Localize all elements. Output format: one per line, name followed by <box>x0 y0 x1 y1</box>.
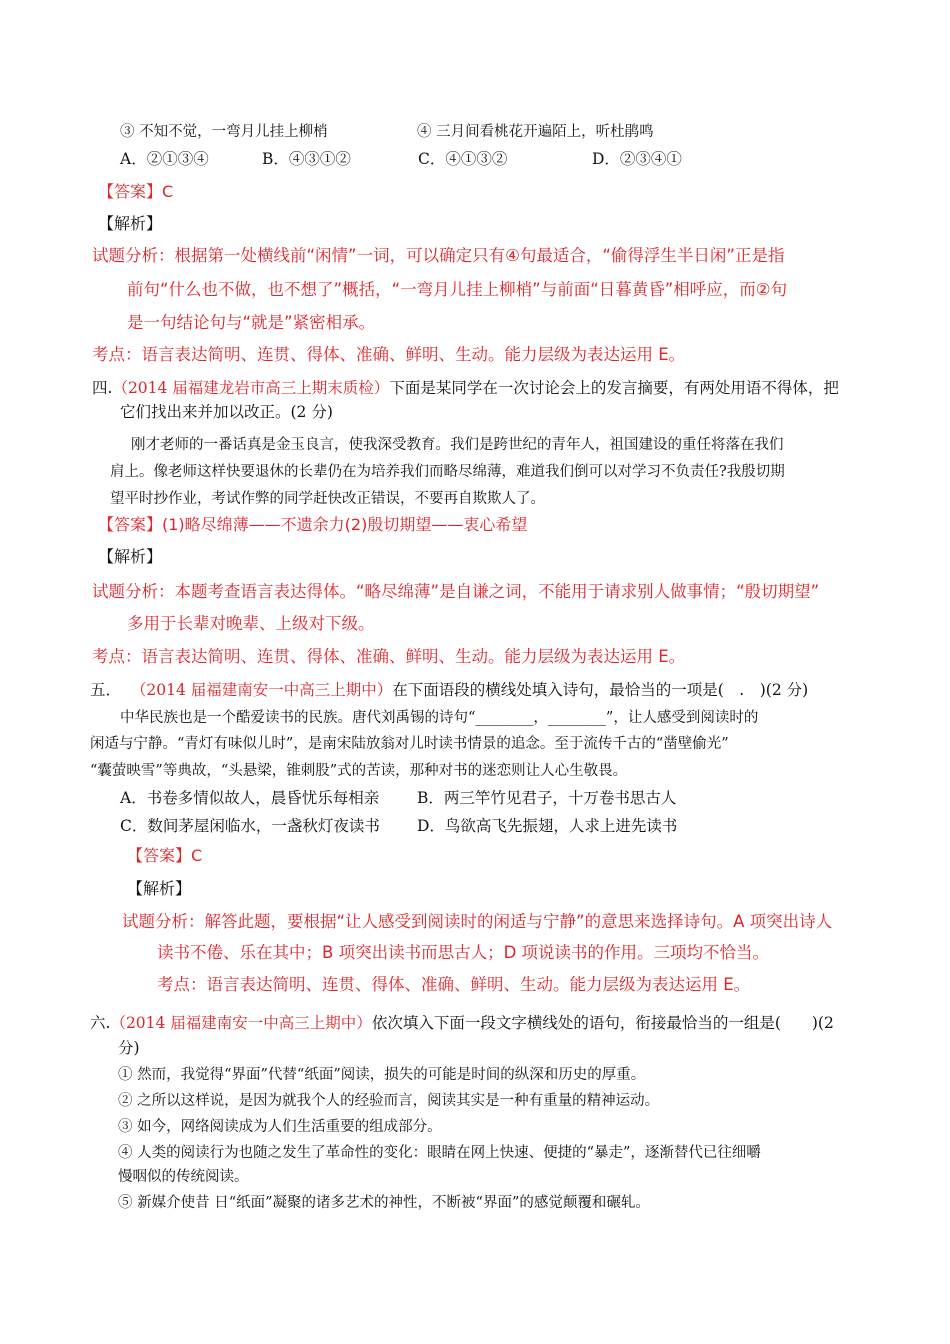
question-number: 五． <box>90 681 122 699</box>
list-item: ④ 人类的阅读行为也随之发生了革命性的变化：眼睛在网上快速、便捷的“暴走”，逐渐替代已往细嚼 <box>118 1145 761 1161</box>
answer-label: 【答案】C <box>127 846 203 865</box>
question-6-stem <box>90 1012 834 1034</box>
list-item: 慢咽似的传统阅读。 <box>118 1169 249 1185</box>
choice-a: A．书卷多情似故人，晨昏忧乐每相亲 <box>120 789 380 807</box>
choice-d: D．②③④① <box>592 150 682 168</box>
analysis-text: 试题分析：解答此题，要根据“让人感受到阅读时的闲适与宁静”的意思来选择诗句。A 项突出诗人 <box>122 912 833 931</box>
question-source: （2014 届福建南安一中高三上期中） <box>110 1014 372 1032</box>
choice-c: C．④①③② <box>418 150 508 168</box>
list-item: ② 之所以这样说，是因为就我个人的经验而言，阅读其实是一种有重量的精神运动。 <box>118 1093 660 1109</box>
question-text: 依次填入下面一段文字横线处的语句，衔接最恰当的一组是( )(2 <box>371 1014 834 1032</box>
option-item-3: ③ 不知不觉，一弯月儿挂上柳梢 <box>120 124 328 140</box>
analysis-text: 是一句结论句与“就是”紧密相承。 <box>127 313 376 332</box>
passage-line: 刚才老师的一番话真是金玉良言，使我深受教育。我们是跨世纪的青年人，祖国建设的重任将落在我们 <box>131 437 784 453</box>
question-text: 它们找出来并加以改正。(2 分) <box>120 403 333 421</box>
choice-b: B．④③①② <box>262 150 351 168</box>
choice-d: D．鸟欲高飞先振翅，人求上进先读书 <box>417 817 678 835</box>
analysis-text: 多用于长辈对晚辈、上级对下级。 <box>127 614 375 633</box>
passage-line: 中华民族也是一个酷爱读书的民族。唐代刘禹锡的诗句“________，________”，让人感受到阅读时的 <box>120 710 759 726</box>
list-item: ⑤ 新媒介使昔 日“纸面”凝聚的诸多艺术的神性，不断被“界面”的感觉颠覆和碾轧。 <box>118 1195 650 1211</box>
list-item: ① 然而，我觉得“界面”代替“纸面”阅读，损失的可能是时间的纵深和历史的厚重。 <box>118 1067 646 1083</box>
passage-line: 望平时抄作业，考试作弊的同学赶快改正错误，不要再自欺欺人了。 <box>110 491 545 507</box>
question-text: 下面是某同学在一次讨论会上的发言摘要，有两处用语不得体，把 <box>389 379 839 397</box>
question-text: 分) <box>118 1039 140 1057</box>
analysis-label: 【解析】 <box>127 879 192 898</box>
question-number: 六. <box>90 1014 111 1032</box>
kaodian-text: 考点：语言表达简明、连贯、得体、准确、鲜明、生动。能力层级为表达运用 E。 <box>92 647 686 666</box>
kaodian-text: 考点：语言表达简明、连贯、得体、准确、鲜明、生动。能力层级为表达运用 E。 <box>157 975 751 994</box>
answer-label: 【答案】(1)略尽绵薄——不遗余力(2)殷切期望——衷心希望 <box>98 515 528 534</box>
question-text: 在下面语段的横线处填入诗句，最恰当的一项是( . )(2 分) <box>392 681 809 699</box>
choice-a: A．②①③④ <box>120 150 209 168</box>
passage-line: 闲适与宁静。“青灯有味似儿时”，是南宋陆放翁对儿时读书情景的追念。至于流传千古的“凿壁偷光” <box>90 736 729 752</box>
analysis-text: 读书不倦、乐在其中；B 项突出读书而思古人；D 项说读书的作用。三项均不恰当。 <box>157 943 770 962</box>
choice-b: B．两三竿竹见君子，十万卷书思古人 <box>417 789 677 807</box>
question-source: （2014 届福建南安一中高三上期中） <box>130 681 393 699</box>
question-number: 四. <box>92 379 113 397</box>
question-5-stem <box>90 679 808 701</box>
analysis-text: 前句“什么也不做，也不想了”概括，“一弯月儿挂上柳梢”与前面“日暮黄昏”相呼应，而②句 <box>127 280 788 299</box>
analysis-label: 【解析】 <box>98 547 163 566</box>
kaodian-text: 考点：语言表达简明、连贯、得体、准确、鲜明、生动。能力层级为表达运用 E。 <box>92 345 686 364</box>
passage-line: “囊萤映雪”等典故，“头悬梁，锥刺股”式的苦读，那种对书的迷恋则让人心生敬畏。 <box>90 763 628 779</box>
choice-c: C．数间茅屋闲临水，一盏秋灯夜读书 <box>120 817 380 835</box>
analysis-text: 试题分析：本题考查语言表达得体。“略尽绵薄”是自谦之词，不能用于请求别人做事情；“殷切期望” <box>92 582 820 601</box>
question-4-stem <box>92 377 839 399</box>
question-source: （2014 届福建龙岩市高三上期末质检） <box>112 379 390 397</box>
answer-label: 【答案】C <box>98 182 174 201</box>
passage-line: 肩上。像老师这样快要退休的长辈仍在为培养我们而略尽绵薄，难道我们倒可以对学习不负责任?我殷切期 <box>110 464 785 480</box>
analysis-text: 试题分析：根据第一处横线前“闲情”一词，可以确定只有④句最适合，“偷得浮生半日闲”正是指 <box>92 246 785 265</box>
list-item: ③ 如今，网络阅读成为人们生活重要的组成部分。 <box>118 1119 442 1135</box>
option-item-4: ④ 三月间看桃花开遍陌上，听杜鹃鸣 <box>417 124 654 140</box>
analysis-label: 【解析】 <box>98 214 163 233</box>
